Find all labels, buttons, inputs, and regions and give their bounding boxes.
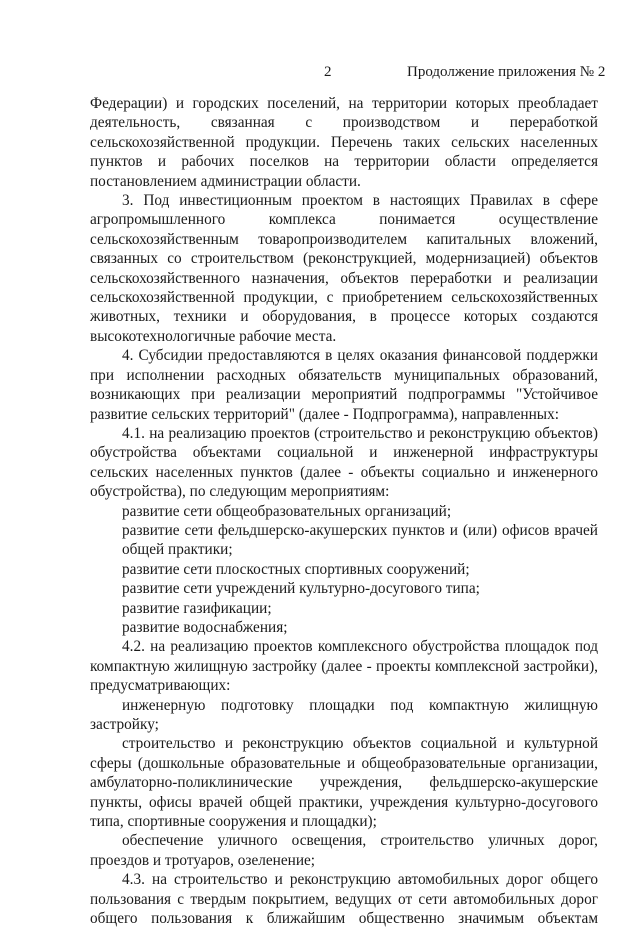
paragraph-3: 3. Под инвестиционным проектом в настоящих Правилах в сфере агропромышленного комплекса понимается осуществление сельскохозяйственным товаропроизводителем капитальных вложений, связанных со строительством (реконструкцией, модернизацией) объектов сельскохозяйственного назначения, объектов переработки и реализации сельскохозяйственной продукции, с приобретением сельскохозяйственных животных, техники и оборудования, в процессе которых создаются высокотехнологичные рабочие места. [90,192,598,345]
document-body [90,94,598,928]
list-item: инженерную подготовку площадки под компактную жилищную застройку; [90,696,598,733]
list-item: развитие сети плоскостных спортивных сооружений; [122,560,470,578]
list-item: развитие сети фельдшерско-акушерских пунктов и (или) офисов врачей общей практики; [122,521,598,559]
paragraph-4-3: 4.3. на строительство и реконструкцию автомобильных дорог общего пользования с твердым покрытием, ведущих от сети автомобильных дорог общего пользования к ближайшим общественно значимым объектам [90,871,598,928]
list-item: развитие сети общеобразовательных организаций; [122,502,452,520]
list-item: развитие сети учреждений культурно-досугового типа; [122,580,480,598]
list-item: развитие водоснабжения; [122,618,288,636]
list-item: строительство и реконструкцию объектов социальной и культурной сферы (дошкольные образовательные и общеобразовательные организации, амбулаторно-поликлинические учреждения, фельдшерско-акушерские пункты, офисы врачей общей практики, учреждения культурно-досугового типа, спортивные сооружения и площадки); [90,735,598,831]
list-item: обеспечение уличного освещения, строительство уличных дорог, проездов и тротуаров, озеленение; [90,832,598,869]
list-item: развитие газификации; [122,599,272,617]
paragraph-4-1: 4.1. на реализацию проектов (строительство и реконструкцию объектов) обустройства объектами социальной и инженерной инфраструктуры сельских населенных пунктов (далее - объекты социально и инженерного обустройства), по следующим мероприятиям: [90,424,598,501]
paragraph-4-2: 4.2. на реализацию проектов комплексного обустройства площадок под компактную жилищную застройку (далее - проекты комплексной застройки), предусматривающих: [90,638,598,695]
page-number: 2 [324,64,332,80]
header-note: Продолжение приложения № 2 [407,64,606,80]
paragraph-4: 4. Субсидии предоставляются в целях оказания финансовой поддержки при исполнении расходных обязательств муниципальных образований, возникающих при реализации мероприятий подпрограммы "Устойчивое развитие сельских территорий" (далее - Подпрограмма), направленных: [90,347,598,423]
paragraph-continuation: Федерации) и городских поселений, на территории которых преобладает деятельность, связанная с производством и переработкой сельскохозяйственной продукции. Перечень таких сельских населенных пунктов и рабочих поселков на территории области определяется постановлением администрации области. [90,95,598,190]
